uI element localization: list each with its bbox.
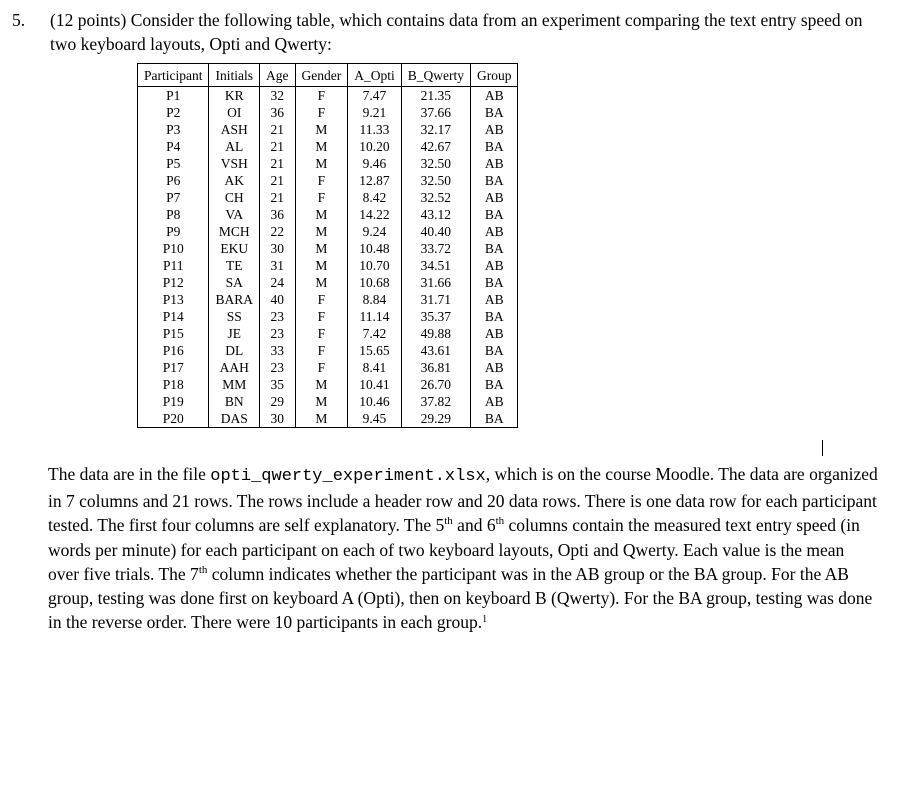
column-header: Age [260, 64, 296, 87]
table-cell: AK [209, 172, 260, 189]
desc-and: and 6 [452, 515, 496, 536]
question-text: (12 points) Consider the following table, which contains data from an experiment comparing the text entry speed on two keyboard layouts, Opti and Qwerty: [50, 10, 863, 54]
column-header: Initials [209, 64, 260, 87]
table-cell: 15.65 [348, 342, 402, 359]
table-cell: P3 [138, 121, 209, 138]
table-row [138, 376, 518, 393]
table-cell: OI [209, 104, 260, 121]
table-row [138, 121, 518, 138]
table-cell: AB [470, 155, 518, 172]
table-cell: SS [209, 308, 260, 325]
desc-s2: columns contain the measured text entry speed (in words per minute) for each participant on each of two keyboard layouts, Opti and Qwerty. Each value is the mean over five trials. The 7 [48, 515, 860, 584]
table-row [138, 359, 518, 376]
text-cursor [822, 440, 823, 456]
table-cell: 33.72 [401, 240, 470, 257]
table-cell: ASH [209, 121, 260, 138]
superscript-th: th [495, 515, 505, 528]
table-cell: 26.70 [401, 376, 470, 393]
table-cell: 21.35 [401, 87, 470, 105]
table-cell: F [295, 172, 348, 189]
table-cell: CH [209, 189, 260, 206]
table-cell: 33 [260, 342, 296, 359]
table-cell: MCH [209, 223, 260, 240]
column-header: Group [470, 64, 518, 87]
table-cell: 30 [260, 240, 296, 257]
table-cell: 8.42 [348, 189, 402, 206]
table-cell: 10.70 [348, 257, 402, 274]
table-cell: M [295, 223, 348, 240]
question-number: 5. [12, 10, 26, 30]
table-cell: 29 [260, 393, 296, 410]
table-row [138, 223, 518, 240]
table-cell: P14 [138, 308, 209, 325]
table-cell: BA [470, 410, 518, 428]
table-cell: 21 [260, 138, 296, 155]
table-cell: 7.42 [348, 325, 402, 342]
table-cell: AL [209, 138, 260, 155]
table-cell: P17 [138, 359, 209, 376]
table-row [138, 155, 518, 172]
table-row [138, 206, 518, 223]
table-cell: F [295, 291, 348, 308]
table-cell: 11.14 [348, 308, 402, 325]
table-cell: 21 [260, 155, 296, 172]
table-row [138, 189, 518, 206]
table-cell: JE [209, 325, 260, 342]
table-row [138, 138, 518, 155]
table-cell: BA [470, 240, 518, 257]
table-cell: BA [470, 104, 518, 121]
table-cell: 22 [260, 223, 296, 240]
table-cell: 31.66 [401, 274, 470, 291]
table-cell: 34.51 [401, 257, 470, 274]
table-cell: 11.33 [348, 121, 402, 138]
table-cell: 21 [260, 172, 296, 189]
table-row [138, 87, 518, 105]
column-header: B_Qwerty [401, 64, 470, 87]
table-row [138, 393, 518, 410]
column-header: A_Opti [348, 64, 402, 87]
table-cell: 40 [260, 291, 296, 308]
table-cell: P5 [138, 155, 209, 172]
table-cell: 9.45 [348, 410, 402, 428]
table-cell: P8 [138, 206, 209, 223]
table-cell: KR [209, 87, 260, 105]
table-cell: 14.22 [348, 206, 402, 223]
desc-s1-post: , which is on the course Moodle. The data are organized in 7 columns and 21 rows. The rows include a header row and 20 data rows. There is one data row for each participant tested. The first four columns are self explanatory. The 5 [48, 464, 878, 536]
table-cell: 37.66 [401, 104, 470, 121]
table-cell: P11 [138, 257, 209, 274]
table-cell: DAS [209, 410, 260, 428]
table-cell: 8.41 [348, 359, 402, 376]
table-cell: 31 [260, 257, 296, 274]
table-cell: AAH [209, 359, 260, 376]
footnote-mark: 1 [482, 614, 488, 626]
table-cell: 24 [260, 274, 296, 291]
table-cell: 32.17 [401, 121, 470, 138]
table-cell: 35 [260, 376, 296, 393]
table-row [138, 240, 518, 257]
table-cell: BA [470, 274, 518, 291]
table-cell: 31.71 [401, 291, 470, 308]
table-cell: 10.48 [348, 240, 402, 257]
table-cell: F [295, 189, 348, 206]
table-cell: F [295, 87, 348, 105]
table-cell: F [295, 325, 348, 342]
table-row [138, 274, 518, 291]
column-header: Gender [295, 64, 348, 87]
table-cell: 21 [260, 189, 296, 206]
table-cell: P6 [138, 172, 209, 189]
table-cell: AB [470, 359, 518, 376]
table-cell: 9.21 [348, 104, 402, 121]
table-cell: 43.61 [401, 342, 470, 359]
table-cell: M [295, 138, 348, 155]
column-header: Participant [138, 64, 209, 87]
table-cell: 12.87 [348, 172, 402, 189]
superscript-th: th [198, 563, 208, 576]
table-cell: TE [209, 257, 260, 274]
table-cell: 30 [260, 410, 296, 428]
filename: opti_qwerty_experiment.xlsx [210, 467, 486, 486]
table-cell: SA [209, 274, 260, 291]
table-cell: 21 [260, 121, 296, 138]
superscript-th: th [444, 515, 453, 528]
table-cell: BA [470, 172, 518, 189]
table-cell: P12 [138, 274, 209, 291]
table-header-row [138, 64, 518, 87]
table-cell: P16 [138, 342, 209, 359]
table-cell: BA [470, 308, 518, 325]
table-cell: P13 [138, 291, 209, 308]
table-body [138, 87, 518, 428]
table-cell: F [295, 359, 348, 376]
table-cell: BA [470, 206, 518, 223]
table-cell: VSH [209, 155, 260, 172]
table-cell: 23 [260, 308, 296, 325]
table-cell: 23 [260, 359, 296, 376]
table-cell: 29.29 [401, 410, 470, 428]
table-row [138, 257, 518, 274]
table-cell: 9.24 [348, 223, 402, 240]
table-cell: P19 [138, 393, 209, 410]
table-cell: 43.12 [401, 206, 470, 223]
table-cell: F [295, 342, 348, 359]
table-cell: BA [470, 376, 518, 393]
table-row [138, 325, 518, 342]
table-cell: M [295, 257, 348, 274]
table-cell: M [295, 376, 348, 393]
table-row [138, 308, 518, 325]
table-cell: 49.88 [401, 325, 470, 342]
table-cell: P15 [138, 325, 209, 342]
table-cell: 32 [260, 87, 296, 105]
table-row [138, 172, 518, 189]
table-cell: AB [470, 189, 518, 206]
table-cell: M [295, 121, 348, 138]
table-cell: VA [209, 206, 260, 223]
table-cell: 35.37 [401, 308, 470, 325]
table-cell: 36.81 [401, 359, 470, 376]
table-cell: 23 [260, 325, 296, 342]
table-cell: M [295, 274, 348, 291]
table-cell: 10.20 [348, 138, 402, 155]
table-cell: P4 [138, 138, 209, 155]
table-cell: 32.50 [401, 172, 470, 189]
table-cell: P10 [138, 240, 209, 257]
table-cell: BA [470, 138, 518, 155]
table-cell: P9 [138, 223, 209, 240]
table-cell: P1 [138, 87, 209, 105]
table-cell: 10.46 [348, 393, 402, 410]
table-cell: P7 [138, 189, 209, 206]
table-row [138, 342, 518, 359]
table-cell: AB [470, 87, 518, 105]
table-cell: AB [470, 121, 518, 138]
table-cell: AB [470, 325, 518, 342]
table-cell: 40.40 [401, 223, 470, 240]
table-cell: EKU [209, 240, 260, 257]
table-cell: M [295, 206, 348, 223]
table-cell: 10.41 [348, 376, 402, 393]
table-cell: 7.47 [348, 87, 402, 105]
table-cell: P20 [138, 410, 209, 428]
table-cell: M [295, 393, 348, 410]
table-cell: F [295, 308, 348, 325]
table-cell: DL [209, 342, 260, 359]
table-cell: 37.82 [401, 393, 470, 410]
table-cell: M [295, 240, 348, 257]
table-cell: AB [470, 291, 518, 308]
table-cell: BN [209, 393, 260, 410]
description-paragraph [48, 462, 878, 634]
data-table [137, 63, 518, 428]
table-cell: F [295, 104, 348, 121]
table-cell: P2 [138, 104, 209, 121]
table-cell: MM [209, 376, 260, 393]
table-cell: 10.68 [348, 274, 402, 291]
table-cell: AB [470, 223, 518, 240]
table-cell: M [295, 410, 348, 428]
table-cell: 9.46 [348, 155, 402, 172]
table-cell: AB [470, 257, 518, 274]
table-cell: P18 [138, 376, 209, 393]
desc-s3: column indicates whether the participant was in the AB group or the BA group. For the AB group, testing was done first on keyboard A (Opti), then on keyboard B (Qwerty). For the BA group, testing was done in the reverse order. There were 10 participants in each group. [48, 563, 873, 633]
table-cell: AB [470, 393, 518, 410]
table-cell: 32.52 [401, 189, 470, 206]
table-cell: BA [470, 342, 518, 359]
table-cell: BARA [209, 291, 260, 308]
table-row [138, 104, 518, 121]
desc-s1-pre: The data are in the file [48, 464, 211, 484]
table-cell: 36 [260, 206, 296, 223]
table-cell: 8.84 [348, 291, 402, 308]
table-cell: 36 [260, 104, 296, 121]
table-cell: 32.50 [401, 155, 470, 172]
table-row [138, 410, 518, 428]
table-cell: M [295, 155, 348, 172]
table-cell: 42.67 [401, 138, 470, 155]
table-row [138, 291, 518, 308]
